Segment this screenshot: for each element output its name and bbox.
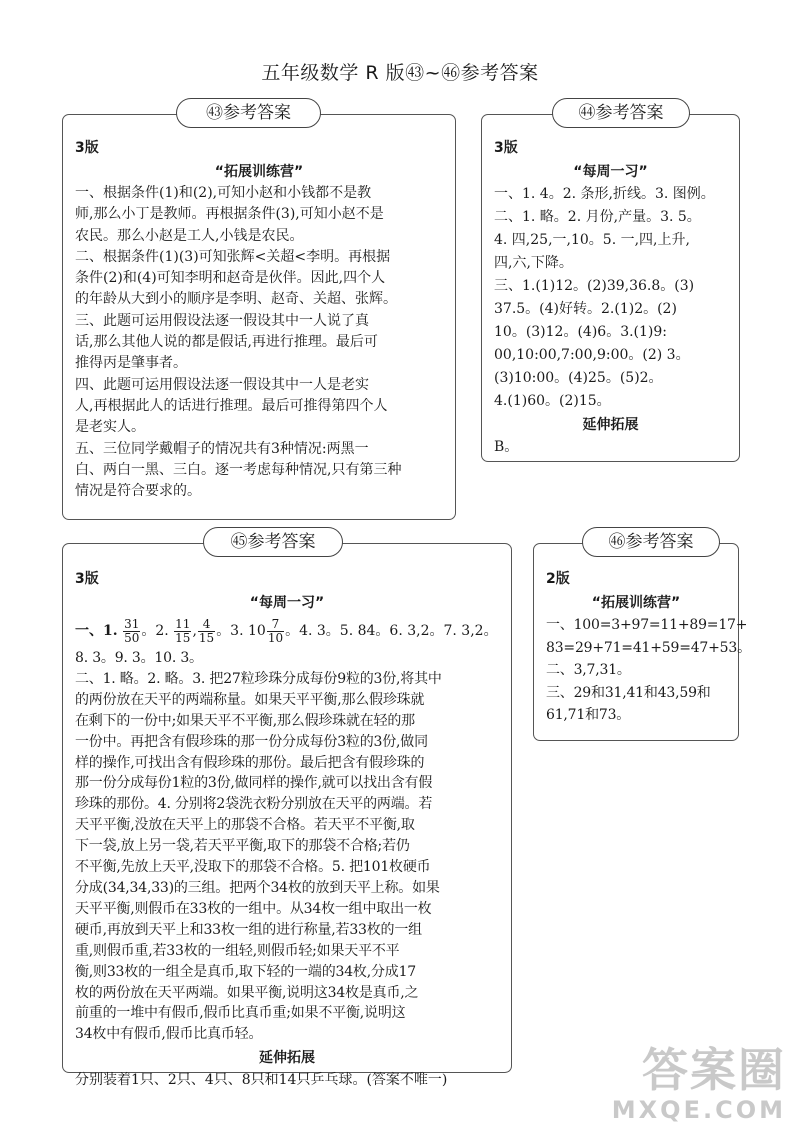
extension-answer: B。 bbox=[494, 439, 519, 455]
fraction-numerator: 11 bbox=[175, 616, 191, 631]
extension-answer: 分别装着1只、2只、4只、8只和14只乒乓球。(答案不唯一) bbox=[75, 1072, 448, 1089]
edition-label: 3版 bbox=[494, 140, 518, 156]
answer-line: 00,10:00,7:00,9:00。(2) 3。 bbox=[494, 347, 690, 363]
answer-line: 天平平衡,没放在天平上的那袋不合格。若天平不平衡,取 bbox=[75, 817, 415, 834]
answer-line: 三、此题可运用假设法逐一假设其中一人说了真 bbox=[75, 312, 369, 329]
answer-line: 条件(2)和(4)可知李明和赵奇是伙伴。因此,四个人 bbox=[75, 270, 386, 287]
fraction-denominator: 15 bbox=[175, 630, 191, 645]
badge-46: ㊻参考答案 bbox=[582, 527, 720, 557]
answer-line: 一、100=3+97=11+89=17+ bbox=[546, 617, 748, 633]
fraction bbox=[174, 618, 191, 645]
answer-lines bbox=[75, 648, 499, 1045]
fraction bbox=[267, 618, 284, 645]
answer-box-45 bbox=[62, 543, 512, 1089]
answer-text: 。3. 10 bbox=[216, 623, 266, 639]
answer-box-43 bbox=[62, 114, 456, 520]
answer-line: 珍珠的那份。4. 分别将2袋洗衣粉分别放在天平的两端。若 bbox=[75, 796, 433, 813]
answer-line: 人,再根据此人的话进行推理。最后可推得第四个人 bbox=[75, 397, 388, 414]
answer-line: (3)10:00。(4)25。(5)2。 bbox=[494, 370, 663, 386]
answer-line: 下一袋,放上另一袋,若天平平衡,取下的那袋不合格;若仍 bbox=[75, 838, 410, 855]
answer-line: 61,71和73。 bbox=[546, 707, 631, 723]
answer-line: 83=29+71=41+59=47+53。 bbox=[546, 639, 751, 656]
answer-line: 一、根据条件(1)和(2),可知小赵和小钱都不是教 bbox=[75, 185, 372, 201]
answer-text: , bbox=[192, 623, 197, 639]
answer-line: 五、三位同学戴帽子的情况共有3种情况:两黑一 bbox=[75, 440, 369, 457]
answer-line: 10。(3)12。(4)6。3.(1)9: bbox=[494, 324, 668, 340]
answer-line: 二、3,7,31。 bbox=[546, 662, 631, 678]
answer-line: 三、1.(1)12。(2)39,36.8。(3) bbox=[494, 278, 695, 294]
answer-line: 在剩下的一份中;如果天平不平衡,那么假珍珠就在轻的那 bbox=[75, 712, 415, 729]
section-title: “每周一习” bbox=[249, 595, 325, 611]
answer-text: 。2. bbox=[141, 623, 169, 639]
answer-line: 样的操作,可找出含有假珍珠的那份。最后把含有假珍珠的 bbox=[75, 754, 425, 771]
badge-44: ㊹参考答案 bbox=[552, 98, 690, 128]
answer-lines bbox=[494, 183, 727, 413]
edition-label: 2版 bbox=[546, 571, 570, 587]
fraction bbox=[198, 618, 215, 645]
edition-label: 3版 bbox=[75, 571, 99, 587]
section-title: “拓展训练营” bbox=[591, 595, 681, 611]
answer-line: 二、1. 略。2. 略。3. 把27粒珍珠分成每份9粒的3份,将其中 bbox=[75, 670, 442, 687]
fraction-numerator: 4 bbox=[198, 618, 215, 632]
answer-line: 农民。那么小赵是工人,小钱是农民。 bbox=[75, 227, 304, 244]
section-title: “拓展训练营” bbox=[214, 164, 304, 180]
answer-line: 是老实人。 bbox=[75, 419, 145, 436]
fraction bbox=[123, 618, 140, 645]
answer-lines bbox=[75, 183, 443, 502]
answer-box-44 bbox=[481, 114, 740, 462]
answer-line: 二、根据条件(1)(3)可知张辉<关超<李明。再根据 bbox=[75, 248, 391, 265]
badge-43: ㊸参考答案 bbox=[176, 98, 321, 128]
answer-line: 37.5。(4)好转。2.(1)2。(2) bbox=[494, 301, 677, 317]
fraction-numerator: 7 bbox=[267, 618, 284, 632]
extension-title: 延伸拓展 bbox=[259, 1050, 315, 1067]
answer-line: 一、1. 4。2. 条形,折线。3. 图例。 bbox=[494, 186, 715, 202]
answer-line: 四、此题可运用假设法逐一假设其中一人是老实 bbox=[75, 376, 369, 393]
fraction-denominator: 50 bbox=[124, 630, 140, 645]
section-title: “每周一习” bbox=[573, 164, 648, 180]
answer-line: 8. 3。9. 3。10. 3。 bbox=[75, 650, 203, 666]
answer-line: 不平衡,先放上天平,没取下的那袋不合格。5. 把101枚硬币 bbox=[75, 859, 431, 876]
extension-title: 延伸拓展 bbox=[582, 417, 639, 433]
fraction-numerator: 31 bbox=[124, 616, 140, 631]
answer-line: 4. 四,25,一,10。5. 一,四,上升, bbox=[494, 232, 690, 248]
answer-line: 34枚中有假币,假币比真币轻。 bbox=[75, 1026, 263, 1043]
fraction-denominator: 10 bbox=[267, 630, 284, 645]
answer-line: 衡,则33枚的一组全是真币,取下轻的一端的34枚,分成17 bbox=[75, 963, 416, 980]
answer-line: 三、29和31,41和43,59和 bbox=[546, 684, 711, 701]
badge-45: ㊺参考答案 bbox=[203, 527, 343, 557]
answer-line: 天平平衡,则假币在33枚的一组中。从34枚一组中取出一枚 bbox=[75, 900, 432, 917]
answer-line: 4.(1)60。(2)15。 bbox=[494, 393, 611, 409]
answer-line: 的年龄从大到小的顺序是李明、赵奇、关超、张辉。 bbox=[75, 291, 397, 308]
answer-line: 分成(34,34,33)的三组。把两个34枚的放到天平上称。如果 bbox=[75, 879, 440, 896]
watermark-url: MXQE.COM bbox=[611, 1096, 786, 1124]
answer-line: 硬币,再放到天平上和33枚一组的进行称量,若33枚的一组 bbox=[75, 921, 422, 938]
answer-line: 师,那么小丁是教师。再根据条件(3),可知小赵不是 bbox=[75, 206, 384, 223]
answer-lines bbox=[546, 614, 751, 727]
answer-line: 前重的一堆中有假币,假币比真币重;如果不平衡,说明这 bbox=[75, 1005, 406, 1022]
answer-row-fractions bbox=[75, 614, 499, 648]
answer-box-46 bbox=[533, 543, 751, 741]
answer-line: 情况是符合要求的。 bbox=[75, 483, 201, 500]
answer-line: 二、1. 略。2. 月份,产量。3. 5。 bbox=[494, 209, 701, 225]
answer-line: 白、两白一黑、三白。逐一考虑每种情况,只有第三种 bbox=[75, 461, 402, 478]
answer-text: 一、1. bbox=[75, 623, 118, 639]
watermark bbox=[612, 1045, 786, 1125]
answer-line: 四,六,下降。 bbox=[494, 255, 573, 271]
answer-line: 那一份分成每份1粒的3份,做同样的操作,就可以找出含有假 bbox=[75, 775, 433, 792]
edition-label: 3版 bbox=[75, 140, 99, 156]
answer-line: 一份中。再把含有假珍珠的那一份分成每份3粒的3份,做同 bbox=[75, 733, 428, 750]
page-title: 五年级数学 R 版㊸~㊻参考答案 bbox=[261, 62, 539, 84]
answer-line: 的两份放在天平的两端称量。如果天平平衡,那么假珍珠就 bbox=[75, 691, 425, 708]
fraction-denominator: 15 bbox=[198, 630, 215, 645]
watermark-logo-text: 答案圈 bbox=[642, 1043, 786, 1097]
answer-line: 枚的两份放在天平两端。如果平衡,说明这34枚是真币,之 bbox=[75, 984, 419, 1001]
answer-line: 话,那么其他人说的都是假话,再进行推理。最后可 bbox=[75, 334, 378, 351]
answer-text: 。4. 3。5. 84。6. 3,2。7. 3,2。 bbox=[285, 623, 498, 639]
answer-line: 推得丙是肇事者。 bbox=[75, 355, 187, 372]
answer-line: 重,则假币重,若33枚的一组轻,则假币轻;如果天平不平 bbox=[75, 942, 400, 959]
